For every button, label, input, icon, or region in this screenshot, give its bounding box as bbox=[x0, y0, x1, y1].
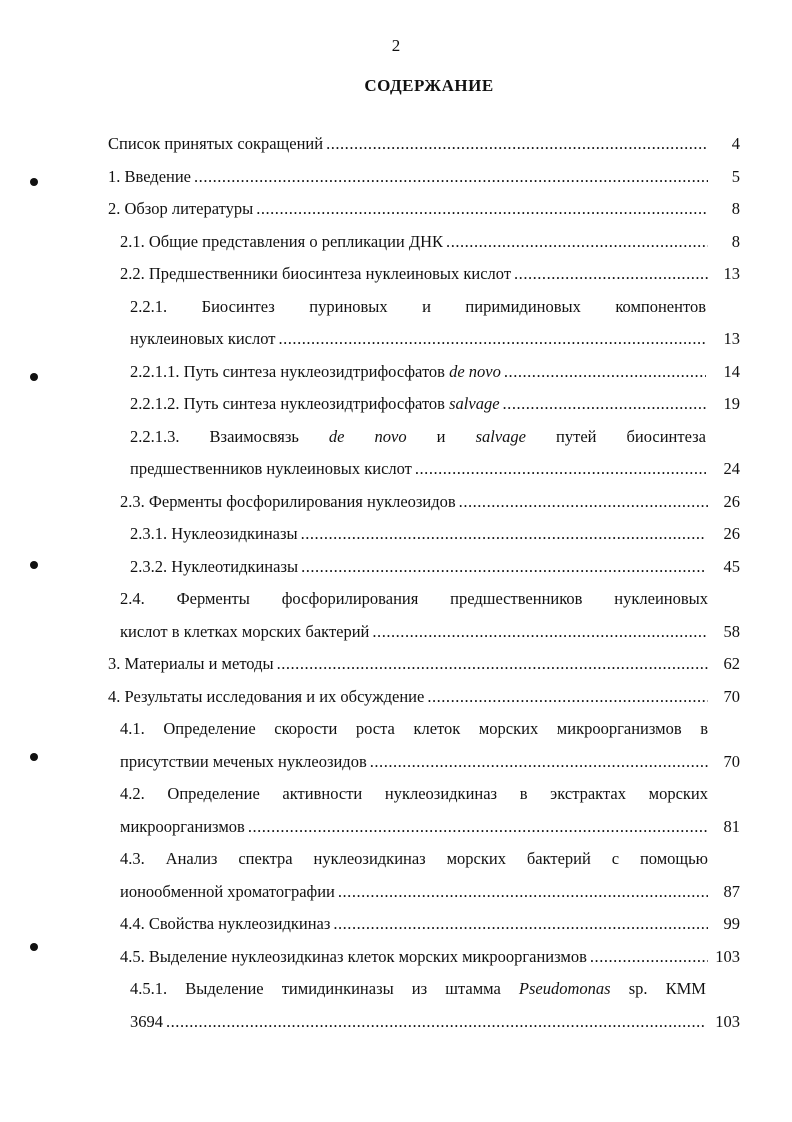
table-of-contents bbox=[0, 128, 792, 1038]
toc-entry-title: Список принятых сокращений bbox=[108, 134, 324, 153]
toc-entry[interactable] bbox=[0, 973, 792, 1038]
toc-entry[interactable] bbox=[0, 421, 792, 486]
toc-entry-page: 87 bbox=[723, 881, 740, 901]
toc-entry-page: 103 bbox=[715, 946, 740, 966]
toc-entry-page: 45 bbox=[723, 556, 740, 576]
toc-entry-page: 70 bbox=[723, 751, 740, 771]
toc-entry-page: 24 bbox=[723, 459, 740, 478]
toc-entry-page: 13 bbox=[723, 329, 740, 348]
toc-entry-title: 2.4. Ферменты фосфорилирования предшественников нуклеиновых bbox=[120, 589, 708, 608]
toc-entry-page: 26 bbox=[723, 524, 740, 543]
toc-entry-title-cont: кислот в клетках морских бактерий bbox=[120, 621, 370, 641]
toc-entry-page: 13 bbox=[723, 264, 740, 283]
toc-entry[interactable] bbox=[0, 843, 792, 908]
toc-entry[interactable] bbox=[0, 941, 792, 974]
toc-entry[interactable] bbox=[0, 583, 792, 648]
toc-entry-title: 4.1. Определение скорости роста клеток морских микроорганизмов в bbox=[120, 719, 708, 738]
toc-entry[interactable] bbox=[0, 713, 792, 778]
toc-entry-page: 4 bbox=[731, 134, 740, 153]
toc-entry-title-cont: 3694 bbox=[130, 1011, 163, 1031]
toc-entry-title: 2.2.1.3. Взаимосвязь de novo и salvage путей биосинтеза bbox=[130, 426, 706, 446]
toc-entry-title: 4. Результаты исследования и их обсуждение bbox=[108, 686, 425, 706]
toc-entry[interactable] bbox=[0, 551, 792, 584]
toc-entry[interactable] bbox=[0, 681, 792, 714]
toc-entry[interactable] bbox=[0, 388, 792, 421]
toc-entry-title-cont: нуклеиновых кислот bbox=[130, 329, 276, 348]
toc-entry[interactable] bbox=[0, 486, 792, 519]
toc-entry-title: 2.2. Предшественники биосинтеза нуклеиновых кислот bbox=[120, 264, 512, 283]
toc-entry[interactable] bbox=[0, 908, 792, 941]
toc-entry[interactable] bbox=[0, 648, 792, 681]
toc-entry-page: 14 bbox=[723, 361, 740, 381]
toc-entry-page: 19 bbox=[723, 394, 740, 413]
toc-entry[interactable] bbox=[0, 778, 792, 843]
toc-entry-title-cont: предшественников нуклеиновых кислот bbox=[130, 459, 412, 478]
toc-entry-title: 2. Обзор литературы bbox=[108, 199, 254, 218]
toc-entry[interactable] bbox=[0, 356, 792, 389]
toc-entry-title: 4.3. Анализ спектра нуклеозидкиназ морских бактерий с помощью bbox=[120, 849, 708, 868]
toc-entry-page: 8 bbox=[731, 231, 740, 251]
toc-entry[interactable] bbox=[0, 161, 792, 194]
toc-entry-title: 4.5. Выделение нуклеозидкиназ клеток морских микроорганизмов bbox=[120, 946, 587, 966]
toc-entry-page: 99 bbox=[723, 914, 740, 933]
toc-entry-page: 81 bbox=[723, 816, 740, 836]
toc-entry-title-cont: присутствии меченых нуклеозидов bbox=[120, 751, 367, 771]
toc-entry-title: 4.2. Определение активности нуклеозидкиназ в экстрактах морских bbox=[120, 784, 708, 803]
toc-entry-title: 4.5.1. Выделение тимидинкиназы из штамма Pseudomonas sp. КММ bbox=[130, 979, 706, 998]
toc-entry-title: 2.3.2. Нуклеотидкиназы bbox=[130, 556, 299, 576]
toc-entry-page: 62 bbox=[723, 654, 740, 673]
toc-entry[interactable] bbox=[0, 291, 792, 356]
toc-entry-title: 2.2.1.1. Путь синтеза нуклеозидтрифосфатов de novo bbox=[130, 361, 501, 381]
toc-entry-title: 2.1. Общие представления о репликации ДНК bbox=[120, 231, 444, 251]
toc-entry-page: 70 bbox=[723, 686, 740, 706]
toc-entry-page: 8 bbox=[731, 199, 740, 218]
toc-entry[interactable] bbox=[0, 226, 792, 259]
toc-entry-title-cont: микроорганизмов bbox=[120, 816, 245, 836]
toc-entry-title: 4.4. Свойства нуклеозидкиназ bbox=[120, 914, 331, 933]
toc-entry-title: 2.3. Ферменты фосфорилирования нуклеозидов bbox=[120, 491, 456, 511]
toc-entry-title: 1. Введение bbox=[108, 166, 192, 186]
toc-entry[interactable] bbox=[0, 128, 792, 161]
toc-entry-title: 2.2.1.2. Путь синтеза нуклеозидтрифосфатов salvage bbox=[130, 394, 500, 413]
toc-entry-title: 3. Материалы и методы bbox=[108, 654, 274, 673]
toc-entry[interactable] bbox=[0, 518, 792, 551]
page-title: СОДЕРЖАНИЕ bbox=[364, 76, 494, 95]
toc-entry-title: 2.2.1. Биосинтез пуриновых и пиримидиновых компонентов bbox=[130, 296, 706, 316]
toc-entry-title-cont: ионообменной хроматографии bbox=[120, 881, 335, 901]
toc-entry[interactable] bbox=[0, 193, 792, 226]
toc-entry-page: 5 bbox=[731, 166, 740, 186]
toc-entry[interactable] bbox=[0, 258, 792, 291]
toc-entry-page: 58 bbox=[723, 621, 740, 641]
page-number: 2 bbox=[391, 36, 401, 55]
toc-entry-page: 26 bbox=[723, 491, 740, 511]
toc-entry-title: 2.3.1. Нуклеозидкиназы bbox=[130, 524, 298, 543]
toc-entry-page: 103 bbox=[715, 1011, 740, 1031]
